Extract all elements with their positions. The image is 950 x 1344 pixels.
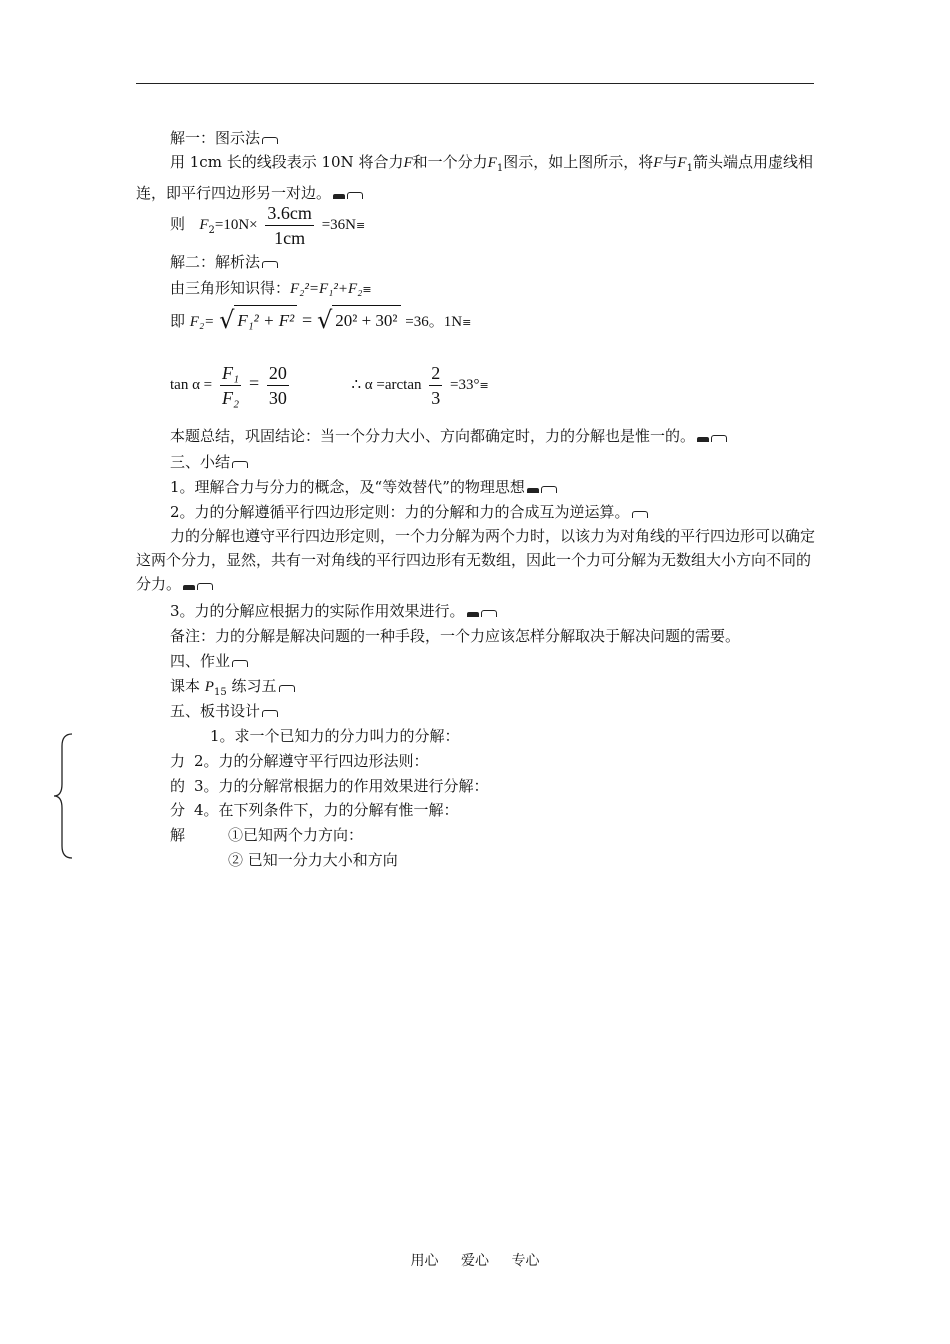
paragraph-mark-icon bbox=[262, 261, 278, 268]
page-footer: 用心 爱心 专心 bbox=[410, 1253, 540, 1269]
solution2-triangle: 由三角形知识得：F₂²=F₁²+F₂≡ bbox=[170, 279, 372, 297]
header-rule bbox=[136, 83, 814, 84]
solution2-heading: 解二：解析法 bbox=[170, 252, 278, 272]
paragraph-mark-icon bbox=[347, 192, 363, 199]
paragraph-mark-icon bbox=[541, 486, 557, 493]
paragraph-mark-icon bbox=[183, 585, 195, 590]
solution2-sqrt: 即 F₂= √ F₁² + F² = √ 20² + 30² =36。1N≡ bbox=[170, 306, 472, 334]
paragraph-mark-icon bbox=[279, 685, 295, 692]
board-row: 1。求一个已知力的分力叫力的分解： bbox=[210, 727, 460, 745]
section3-item1: 1。理解合力与分力的概念，及“等效替代”的物理思想 bbox=[170, 477, 557, 497]
paragraph-mark-icon bbox=[711, 435, 727, 442]
solution1-paragraph: 用 1cm 长的线段表示 10N 将合力F和一个分力$F_1$图示，如上图所示，将F与$F_1$箭头端点用虚线相连，即平行四边形另一对边。 bbox=[136, 153, 813, 202]
paragraph-mark-icon bbox=[632, 511, 648, 518]
board-row: 的 3。力的分解常根据力的作用效果进行分解： bbox=[170, 777, 489, 795]
paragraph-mark-icon bbox=[262, 710, 278, 717]
section3-heading: 三、小结 bbox=[170, 452, 248, 472]
section3-item2: 2。力的分解遵循平行四边形定则：力的分解和力的合成互为逆运算。 bbox=[170, 502, 648, 522]
board-row: 分 4。在下列条件下，力的分解有惟一解： bbox=[170, 801, 459, 819]
sqrt-icon: √ bbox=[316, 306, 333, 334]
paragraph-mark-icon bbox=[467, 612, 479, 617]
summary-line: 本题总结，巩固结论：当一个分力大小、方向都确定时，力的分解也是惟一的。 bbox=[170, 426, 727, 446]
fraction: $\frac{\text{F₁}}{\text{F₂}}$ bbox=[221, 362, 240, 408]
solution1-calc: 则 $F_2=10N\times$ $\frac{3.6cm}{1cm}$ =36N≡ bbox=[170, 202, 366, 248]
solution1-heading: 解一：图示法 bbox=[170, 128, 278, 148]
paragraph-mark-icon bbox=[481, 610, 497, 617]
paragraph-mark-icon bbox=[232, 660, 248, 667]
paragraph-mark-icon bbox=[527, 488, 539, 493]
left-brace-icon bbox=[52, 732, 74, 860]
board-row: ② 已知一分力大小和方向 bbox=[228, 851, 398, 869]
paragraph-mark-icon bbox=[232, 461, 248, 468]
sqrt-icon: √ bbox=[219, 306, 235, 334]
paragraph-mark-icon bbox=[697, 437, 709, 442]
section3-paragraph: 力的分解也遵守平行四边形定则，一个力分解为两个力时，以该力为对角线的平行四边形可以确定这两个分力，显然，共有一对角线的平行四边形有无数组，因此一个力可分解为无数组大小方向不同的分力。 bbox=[136, 527, 816, 593]
section4-heading: 四、作业 bbox=[170, 651, 248, 671]
paragraph-mark-icon bbox=[262, 137, 278, 144]
fraction: $\frac{2}{3}$ bbox=[431, 362, 441, 408]
paragraph-mark-icon bbox=[333, 194, 345, 199]
board-row: 力 2。力的分解遵守平行四边形法则： bbox=[170, 752, 429, 770]
solution2-tan: tan α = $\frac{\text{F₁}}{\text{F₂}}$ = $\frac{20}{30}$ ∴ α =arctan $\frac{2}{3}$ =33°≡ bbox=[170, 362, 489, 408]
paragraph-mark-icon bbox=[197, 583, 213, 590]
fraction: $\frac{3.6cm}{1cm}$ bbox=[267, 202, 312, 248]
section5-heading: 五、板书设计 bbox=[170, 701, 278, 721]
fraction: $\frac{20}{30}$ bbox=[268, 362, 287, 408]
section4-homework: 课本 $P_{15}$ 练习五 bbox=[170, 676, 295, 703]
board-row: 解 ①已知两个力方向： bbox=[170, 826, 364, 844]
section3-note: 备注：力的分解是解决问题的一种手段，一个力应该怎样分解取决于解决问题的需要。 bbox=[170, 627, 741, 645]
section3-item3: 3。力的分解应根据力的实际作用效果进行。 bbox=[170, 601, 497, 621]
